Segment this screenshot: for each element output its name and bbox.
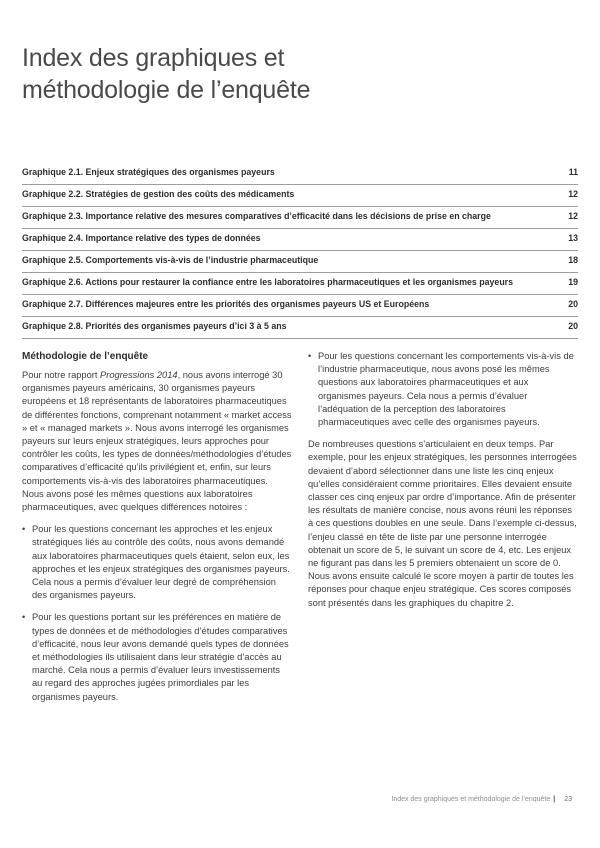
page-title-line1: Index des graphiques et	[22, 44, 285, 72]
methodology-right-column	[308, 350, 578, 713]
bullet-item	[22, 523, 292, 602]
methodology-closing-paragraph: De nombreuses questions s’articulaient en deux temps. Par exemple, pour les enjeux stratégiques, les personnes interrogées devaient d’abord sélectionner dans une liste les cinq enjeux qu’elles considéraient comme prioritaires. Elles devaient ensuite classer ces cinq enjeux par ordre d’importance. Afin de présenter les résultats de manière concise, nous avons réuni les réponses à ces questions doubles en une seule. Dans l’exemple ci-dessus, l’enjeu classé en tête de liste par une personne interrogée obtenait un score de 5, le suivant un score de 4, etc. Les enjeux ne figurant pas dans les 5 premiers obtenaient un score de 0. Nous avons ensuite calculé le score moyen à partir de toutes les réponses pour chaque enjeu stratégique. Ces scores composés sont présentés dans les graphiques du chapitre 2.	[308, 439, 577, 608]
toc-entry-label: Graphique 2.4. Importance relative des types de données	[22, 233, 261, 243]
toc-row	[22, 163, 578, 185]
toc-row	[22, 207, 578, 229]
toc-row	[22, 229, 578, 251]
toc-row	[22, 273, 578, 295]
toc-entry-label: Graphique 2.6. Actions pour restaurer la confiance entre les laboratoires pharmaceutiques et les organismes payeurs	[22, 277, 514, 287]
toc-entry-page-number: 20	[568, 299, 578, 309]
toc-entry-label: Graphique 2.1. Enjeux stratégiques des organismes payeurs	[22, 167, 275, 177]
bullet-icon: •	[308, 351, 312, 361]
bullet-item-text: Pour les questions portant sur les préférences en matière de types de données et de méthodologies d’études comparatives d’efficacité, nous leur avons demandé quels types de données et méthodologies ils utilisaient dans leur stratégie d’accès au marché. Cela nous a permis d’évaluer leurs investissements au regard des approches jugées primordiales par les organismes payeurs.	[32, 612, 289, 702]
report-name-italic: Progressions 2014	[100, 370, 178, 380]
methodology-section	[22, 350, 578, 713]
page-title	[22, 42, 310, 106]
toc-entry-label: Graphique 2.3. Importance relative des mesures comparatives d’efficacité dans les décisions de prise en charge	[22, 211, 491, 221]
bullet-item	[22, 611, 292, 703]
toc-entry-label: Graphique 2.7. Différences majeures entre les priorités des organismes payeurs US et Européens	[22, 299, 430, 309]
page-footer	[391, 795, 572, 804]
toc-entry-label: Graphique 2.2. Stratégies de gestion des coûts des médicaments	[22, 189, 295, 199]
toc-entry-page-number: 13	[568, 233, 578, 243]
page-title-line2: méthodologie de l’enquête	[22, 76, 311, 104]
toc-entry-page-number: 11	[568, 167, 578, 177]
footer-section-label: Index des graphiques et méthodologie de l’enquête	[391, 796, 551, 803]
graphics-index-list	[22, 163, 578, 339]
toc-entry-label: Graphique 2.5. Comportements vis-à-vis de l’industrie pharmaceutique	[22, 255, 319, 265]
toc-row	[22, 295, 578, 317]
bullet-item-text: Pour les questions concernant les approches et les enjeux stratégiques liés au contrôle des coûts, nous avons demandé aux laboratoires pharmaceutiques quels étaient, selon eux, les approches et les enjeux stratégiques des organismes payeurs. Cela nous a permis d’évaluer leur degré de compréhension des organismes payeurs.	[32, 524, 290, 601]
methodology-left-column	[22, 350, 292, 713]
methodology-heading: Méthodologie de l’enquête	[22, 351, 149, 362]
bullet-item-text: Pour les questions concernant les comportements vis-à-vis de l’industrie pharmaceutique, nous avons posé les mêmes questions aux laboratoires pharmaceutiques et aux organismes payeurs. Cela nous a permis d’évaluer l’adéquation de la perception des laboratoires pharmaceutiques avec celle des organismes payeurs.	[318, 351, 574, 428]
toc-entry-page-number: 20	[568, 321, 578, 331]
toc-entry-page-number: 19	[568, 277, 578, 287]
toc-entry-page-number: 12	[568, 189, 578, 199]
bullet-icon: •	[22, 524, 26, 535]
bullet-item	[308, 350, 578, 429]
intro-rest: , nous avons interrogé 30 organismes payeurs américains, 30 organismes payeurs européens et 18 représentants de laboratoires pharmaceutiques de différentes fonctions, comprenant notamment « market access » et « managed markets ». Nous avons interrogé les organismes payeurs sur leurs enjeux stratégiques, leurs approches pour contrôler les coûts, les types de données/méthodologies d’études comparatives d’efficacité qu’ils privilégient et, enfin, sur leurs comportements vis-à-vis des laboratoires pharmaceutiques. Nous avons posé les mêmes questions aux laboratoires pharmaceutiques, avec quelques différences notoires :	[22, 370, 292, 513]
toc-entry-label: Graphique 2.8. Priorités des organismes payeurs d’ici 3 à 5 ans	[22, 321, 287, 331]
footer-page-number: 23	[564, 796, 572, 803]
methodology-intro-paragraph	[22, 369, 292, 514]
toc-entry-page-number: 12	[568, 211, 578, 221]
intro-prefix: Pour notre rapport	[22, 370, 101, 380]
toc-row	[22, 251, 578, 273]
bullet-icon: •	[22, 612, 26, 623]
footer-separator: |	[553, 796, 556, 803]
toc-entry-page-number: 18	[568, 255, 578, 265]
toc-row	[22, 317, 578, 339]
toc-row	[22, 185, 578, 207]
